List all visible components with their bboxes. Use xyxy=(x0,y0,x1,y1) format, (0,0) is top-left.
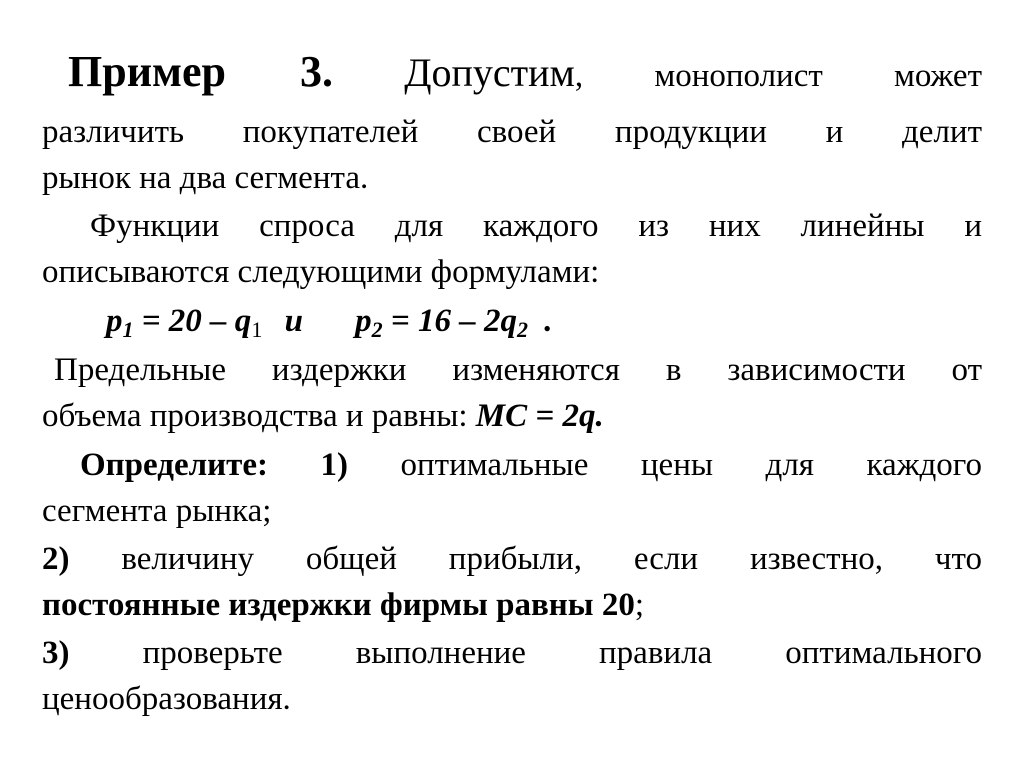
text-line-6: Предельные издержки изменяются в зависимости от xyxy=(54,352,982,388)
determine-label: Определите: xyxy=(80,447,268,483)
task-3-number: 3) xyxy=(42,635,70,671)
text-line-3: Функции спроса для каждого из них линейны и xyxy=(90,208,982,244)
mc-formula: MC = 2q. xyxy=(475,398,604,434)
task-2-line xyxy=(42,539,982,579)
text-line-7: объема производства и равны: MC = 2q. xyxy=(42,398,604,434)
example-label: Пример 3. xyxy=(68,47,333,96)
task-1-text: оптимальные цены для каждого xyxy=(348,447,982,483)
task-1-line xyxy=(80,445,982,485)
task-3-text: проверьте выполнение правила оптимального xyxy=(69,635,982,671)
text-line-1: различить покупателей своей продукции и делит xyxy=(42,114,982,150)
title-line xyxy=(68,47,982,96)
task-3-line xyxy=(42,633,982,673)
text-line-9: сегмента рынка; xyxy=(42,493,272,529)
formula-end: . xyxy=(544,303,553,339)
title-word: Допустим xyxy=(404,50,575,95)
text-line-2: рынок на два сегмента. xyxy=(42,160,369,196)
task-2-number: 2) xyxy=(42,541,70,577)
task-2-text: величину общей прибыли, если известно, что xyxy=(69,541,982,577)
title-rest: , монополист может xyxy=(574,58,982,94)
formula-p2: $p_2 = 16 - 2q_2$ xyxy=(355,303,528,342)
formula-p1: $p_1 = 20 - q_1$ xyxy=(106,303,263,342)
demand-formulas xyxy=(106,301,646,341)
formula-and: и xyxy=(284,303,303,339)
text-line-4: описываются следующими формулами: xyxy=(42,254,600,290)
text-line-11: постоянные издержки фирмы равны 20; xyxy=(42,587,644,623)
text-line-13: ценообразования. xyxy=(42,681,291,717)
fixed-costs-text: постоянные издержки фирмы равны 20 xyxy=(42,587,635,623)
task-1-number: 1) xyxy=(320,447,348,483)
